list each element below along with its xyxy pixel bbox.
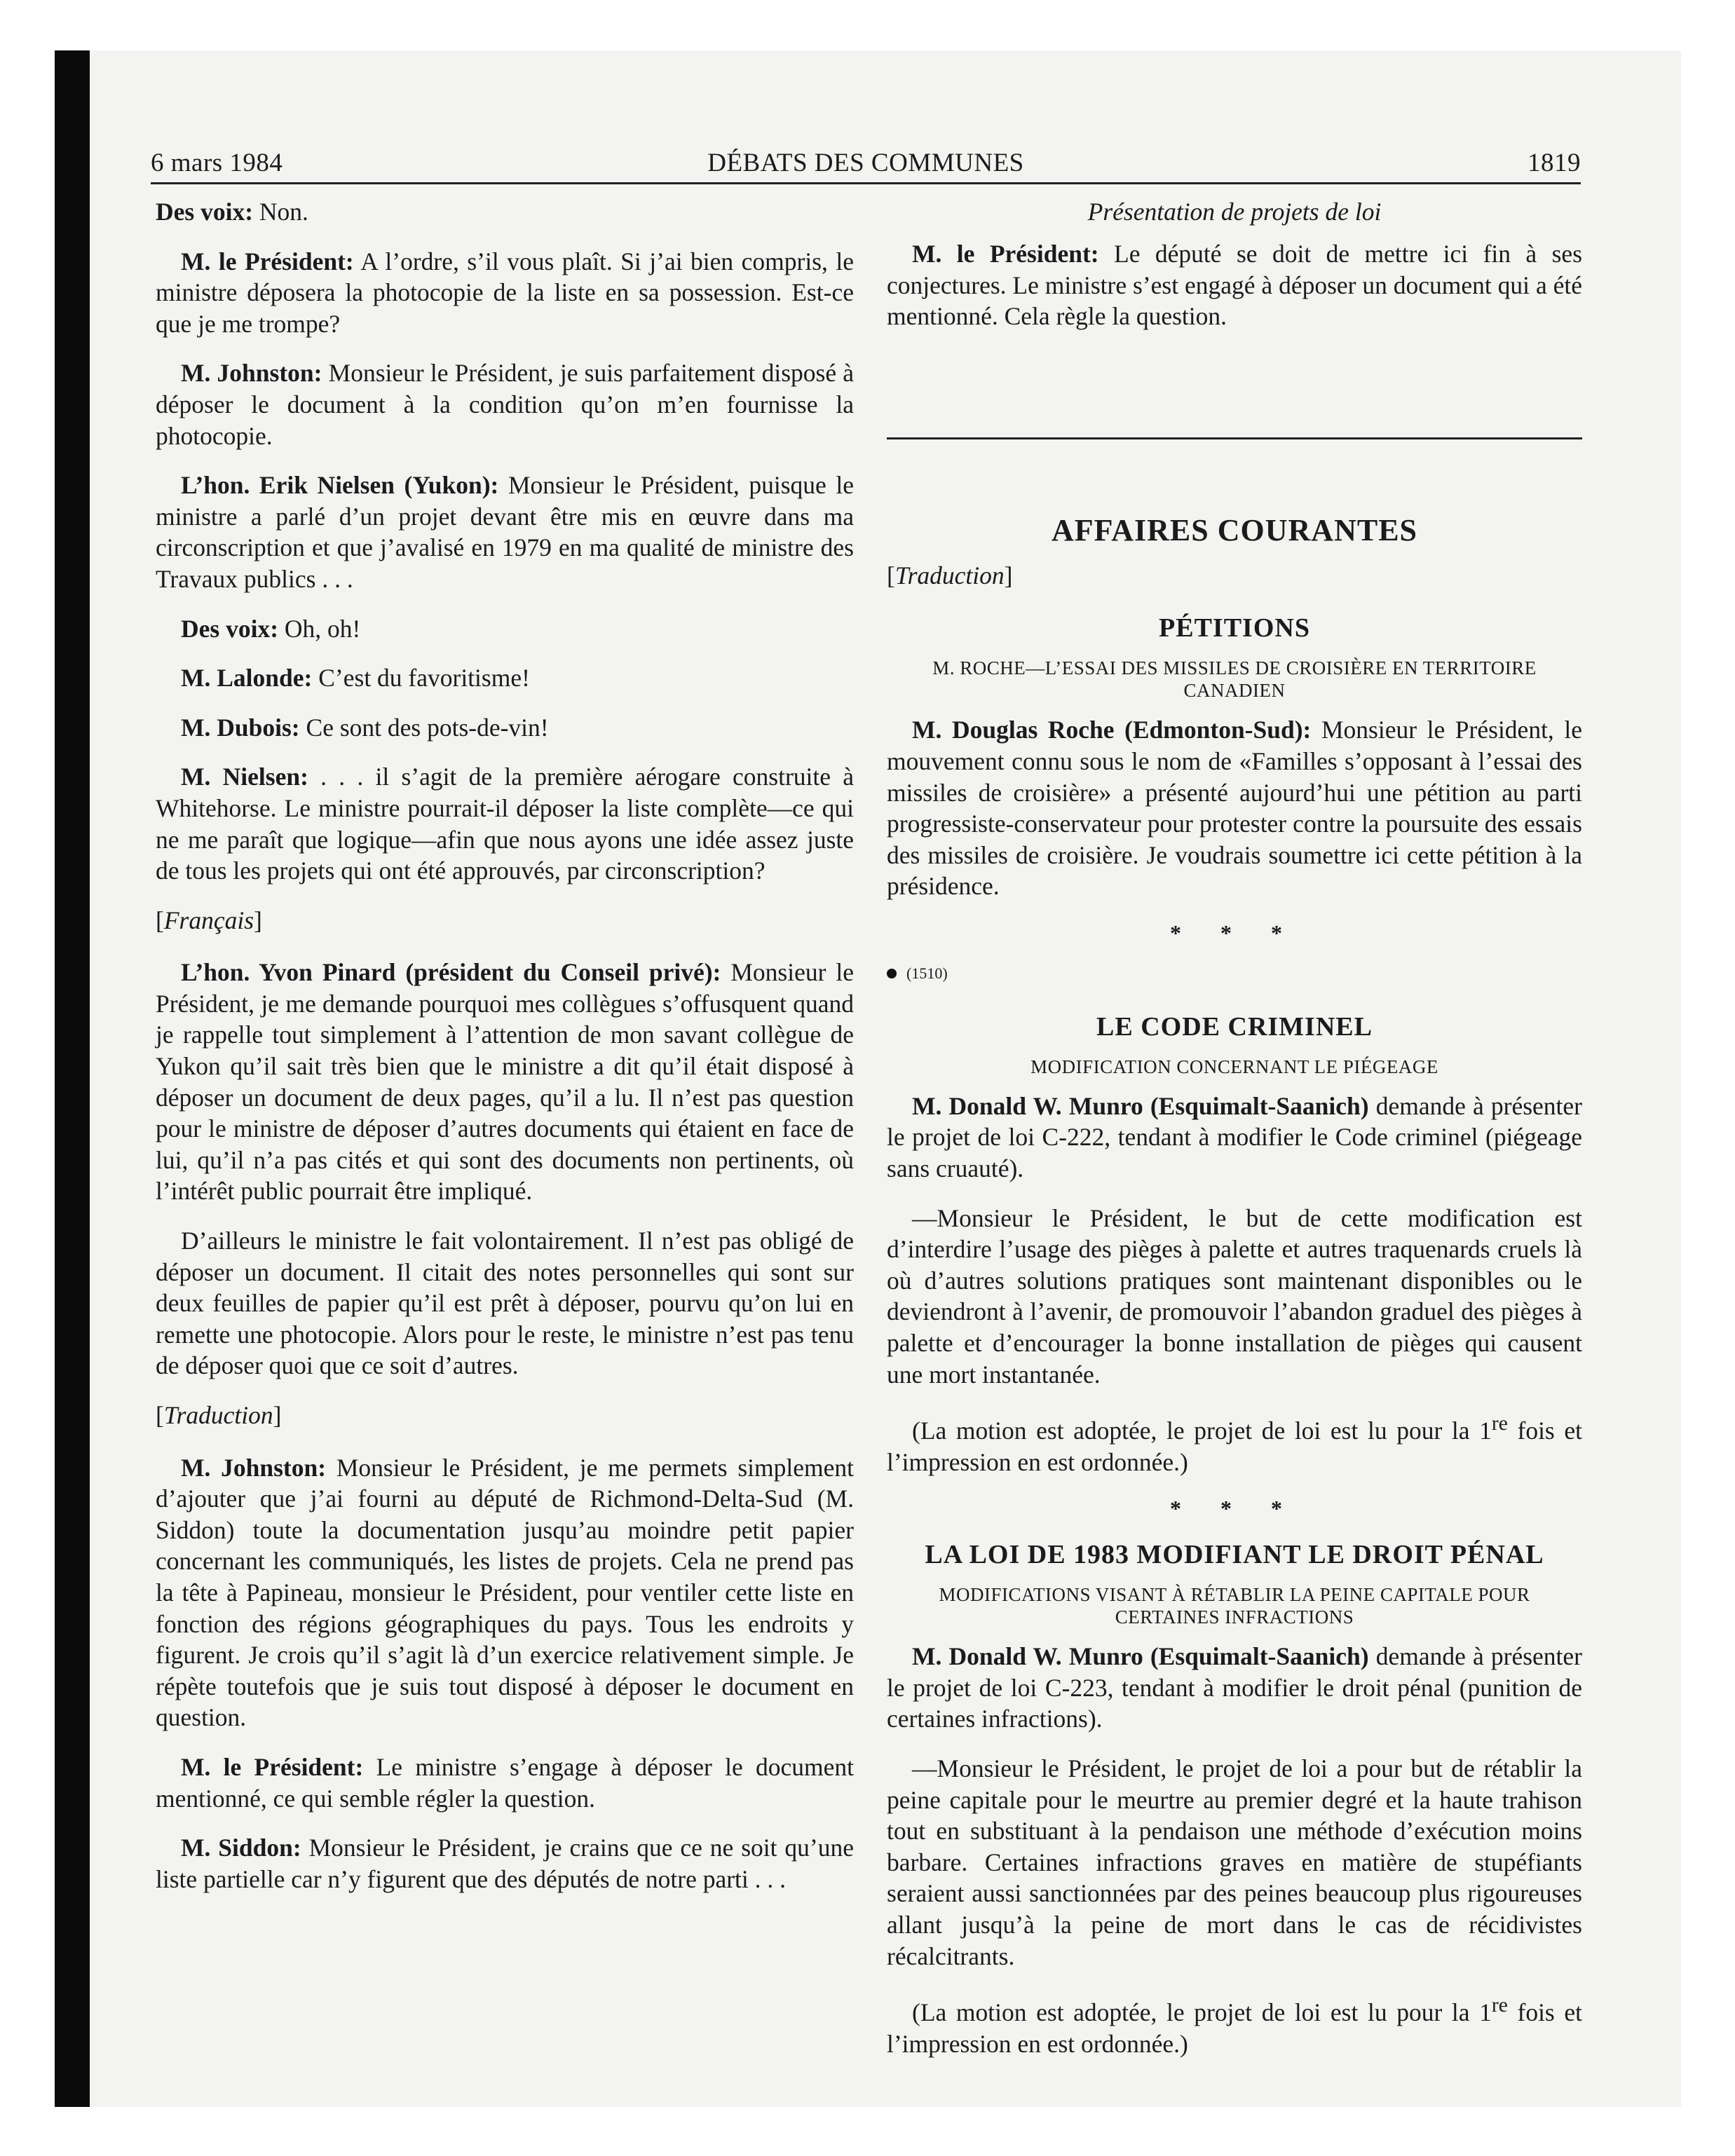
speech: A l’ordre, s’il vous plaît. Si j’ai bien compris, le ministre déposera la photocopie de la liste en sa possession. Est-ce que je me trompe? — [156, 247, 854, 338]
paragraph — [887, 1408, 1582, 1478]
paragraph — [156, 761, 854, 886]
language-label: Français — [163, 906, 254, 934]
speech: Monsieur le Président, je crains que ce ne soit qu’une liste partielle car n’y figurent que des députés de notre parti . . . — [156, 1834, 854, 1893]
header-title: DÉBATS DES COMMUNES — [707, 149, 1024, 177]
speech: demande à présenter le projet de loi C-222, tendant à modifier le Code criminel (piégeage sans cruauté). — [887, 1091, 1583, 1183]
speech: —Monsieur le Président, le but de cette modification est d’interdire l’usage des pièges à palette et autres traquenards cruels là où d’autres solutions pratiques sont maintenant disponibles ou le deviendront à l’avenir, de promouvoir l’abandon graduel des pièges à palette et d’encourager la bonne installation de pièges qui causent une mort instantanée. — [887, 1203, 1582, 1389]
section-title: Présentation de projets de loi — [1087, 198, 1382, 226]
speaker: M. Lalonde: — [181, 664, 313, 692]
petitions-heading: PÉTITIONS — [1159, 613, 1310, 643]
paragraph — [156, 1225, 854, 1381]
motion-text: fois et l’impression en est ordonnée.) — [887, 1998, 1582, 2058]
paragraph — [156, 470, 854, 594]
left-column — [156, 196, 854, 1913]
section-divider — [887, 437, 1582, 439]
speech: . . . il s’agit de la première aérogare construite à Whitehorse. Le ministre pourrait-il déposer la liste complète—ce qui ne me paraît que logique—afin que nous ayons une idée assez juste de tous les projets qui ont été approuvés, par circonscription? — [156, 763, 854, 885]
speech: Oh, oh! — [278, 614, 361, 643]
paragraph — [887, 1641, 1582, 1735]
speaker: M. Donald W. Munro (Esquimalt-Saanich) — [912, 1091, 1369, 1120]
motion-text: (La motion est adoptée, le projet de loi est lu pour la 1 — [912, 1998, 1492, 2027]
page-header — [151, 139, 1581, 184]
speech: Le ministre s’engage à déposer le document mentionné, ce qui semble régler la question. — [156, 1752, 854, 1813]
paragraph — [887, 1990, 1582, 2059]
speaker: M. le Président: — [181, 247, 354, 275]
speaker: Des voix: — [181, 614, 279, 643]
language-note: [Traduction] — [887, 561, 1013, 589]
paragraph — [156, 613, 854, 645]
speaker: Des voix: — [156, 198, 254, 226]
language-label: Traduction — [163, 1401, 273, 1429]
affaires-heading: AFFAIRES COURANTES — [1051, 512, 1418, 547]
speaker: M. le Président: — [912, 240, 1099, 268]
paragraph — [156, 957, 854, 1207]
paragraph — [156, 1452, 854, 1733]
code-heading: LE CODE CRIMINEL — [1096, 1011, 1373, 1042]
speech: Ce sont des pots-de-vin! — [299, 713, 549, 742]
language-note: [Français] — [156, 906, 262, 934]
speech: Monsieur le Président, je suis parfaitement disposé à déposer le document à la condition qu’on m’en fournisse la photocopie. — [156, 359, 854, 450]
paragraph — [156, 357, 854, 451]
time-marker-label: (1510) — [906, 964, 948, 982]
binding-edge — [55, 50, 90, 2107]
paragraph — [156, 246, 854, 340]
paragraph — [156, 712, 854, 744]
loi-subheading: MODIFICATIONS VISANT À RÉTABLIR LA PEINE CAPITALE POUR CERTAINES INFRACTIONS — [939, 1584, 1530, 1628]
speech: demande à présenter le projet de loi C-223, tendant à modifier le droit pénal (punition de certaines infractions). — [887, 1642, 1583, 1733]
speech: Monsieur le Président, puisque le ministre a parlé d’un projet devant être mis en œuvre dans ma circonscription et que j’avalisé en 1979 en ma qualité de ministre des Travaux publics . . . — [156, 471, 855, 593]
paragraph — [887, 714, 1582, 902]
paragraph — [156, 1832, 854, 1895]
paragraph — [887, 1091, 1582, 1185]
separator-stars: * * * — [1170, 1496, 1299, 1522]
speech: C’est du favoritisme! — [312, 664, 530, 692]
language-note: [Traduction] — [156, 1401, 282, 1429]
speaker: M. Siddon: — [181, 1834, 301, 1862]
time-marker — [887, 963, 1582, 983]
separator-stars: * * * — [1170, 920, 1299, 946]
ordinal-suffix: re — [1491, 1412, 1508, 1435]
language-label: Traduction — [894, 561, 1005, 589]
speech: Le député se doit de mettre ici fin à ses conjectures. Le ministre s’est engagé à déposer un document qui a été mentionné. Cela règle la question. — [887, 240, 1583, 331]
motion-text: (La motion est adoptée, le projet de loi est lu pour la 1 — [912, 1417, 1492, 1445]
speaker: M. Johnston: — [181, 359, 322, 388]
speech: Monsieur le Président, le mouvement connu sous le nom de «Familles s’opposant à l’essai des missiles de croisière» a présenté aujourd’hui une pétition au parti progressiste-conservateur pour protester contre la poursuite des essais des missiles de croisière. Je voudrais soumettre ici cette pétition à la présidence. — [887, 716, 1582, 901]
header-date: 6 mars 1984 — [151, 149, 283, 177]
motion-text: fois et l’impression en est ordonnée.) — [887, 1417, 1582, 1476]
speaker: M. Dubois: — [181, 713, 300, 742]
page-number: 1819 — [1528, 149, 1581, 177]
speaker: M. Nielsen: — [181, 763, 308, 791]
speaker: L’hon. Erik Nielsen (Yukon): — [181, 471, 499, 500]
paragraph — [887, 1753, 1582, 1972]
speaker: M. Douglas Roche (Edmonton-Sud): — [912, 716, 1312, 744]
ordinal-suffix: re — [1491, 1994, 1508, 2017]
bullet-icon — [887, 969, 897, 978]
speaker: L’hon. Yvon Pinard (président du Conseil privé): — [181, 958, 721, 987]
speaker: M. Donald W. Munro (Esquimalt-Saanich) — [912, 1642, 1369, 1671]
paragraph — [156, 1752, 854, 1814]
loi-heading: LA LOI DE 1983 MODIFIANT LE DROIT PÉNAL — [925, 1540, 1544, 1570]
speech: Non. — [253, 198, 308, 226]
speech: —Monsieur le Président, le projet de loi a pour but de rétablir la peine capitale pour le meurtre au premier degré et la haute trahison tout en substituant à la pendaison une méthode d’exécution moins barbare. Certaines infractions graves en matière de stupéfiants seraient aussi sanctionnées par des peines beaucoup plus rigoureuses allant jusqu’à la peine de mort dans le cas de récidivistes récalcitrants. — [887, 1754, 1582, 1970]
right-column — [887, 196, 1582, 2077]
speech: Monsieur le Président, je me permets simplement d’ajouter que j’ai fourni au député de Richmond-Delta-Sud (M. Siddon) toute la documentation jusqu’au moindre petit papier concernant les communiqués, les listes de projets. Cela ne prend pas la tête à Papineau, monsieur le Président, pour ventiler cette liste en fonction des régions géographiques du pays. Tous les endroits y figurent. Je crois qu’il s’agit là d’un exercice relativement simple. Je répète toutefois que je suis tout disposé à déposer le document en question. — [156, 1453, 854, 1732]
paragraph — [156, 196, 854, 228]
speaker: M. le Président: — [181, 1752, 364, 1781]
paragraph — [156, 662, 854, 694]
petition-subheading: M. ROCHE—L’ESSAI DES MISSILES DE CROISIÈRE EN TERRITOIRE CANADIEN — [932, 657, 1537, 702]
paragraph — [887, 1203, 1582, 1391]
speech: D’ailleurs le ministre le fait volontairement. Il n’est pas obligé de déposer un document. Il citait des notes personnelles qui sont sur deux feuilles de papier qu’il est prêt à déposer, pourvu qu’on lui en remette une photocopie. Alors pour le reste, le ministre n’est pas tenu de déposer quoi que ce soit d’autres. — [156, 1227, 854, 1380]
code-subheading: MODIFICATION CONCERNANT LE PIÉGEAGE — [1030, 1056, 1438, 1077]
speaker: M. Johnston: — [181, 1453, 327, 1482]
paragraph — [887, 238, 1582, 332]
speech: Monsieur le Président, je me demande pourquoi mes collègues s’offusquent quand je rappelle tout simplement à l’attention de mon savant collègue de Yukon qu’il sait très bien que le ministre a dit qu’il était disposé à déposer un document de deux pages, qu’il a lu. Il n’est pas question pour le ministre de déposer d’autres documents qui étaient en face de lui, qu’il n’a pas cités et qui sont des documents non pertinents, où l’intérêt public pourrait être impliqué. — [156, 958, 854, 1206]
